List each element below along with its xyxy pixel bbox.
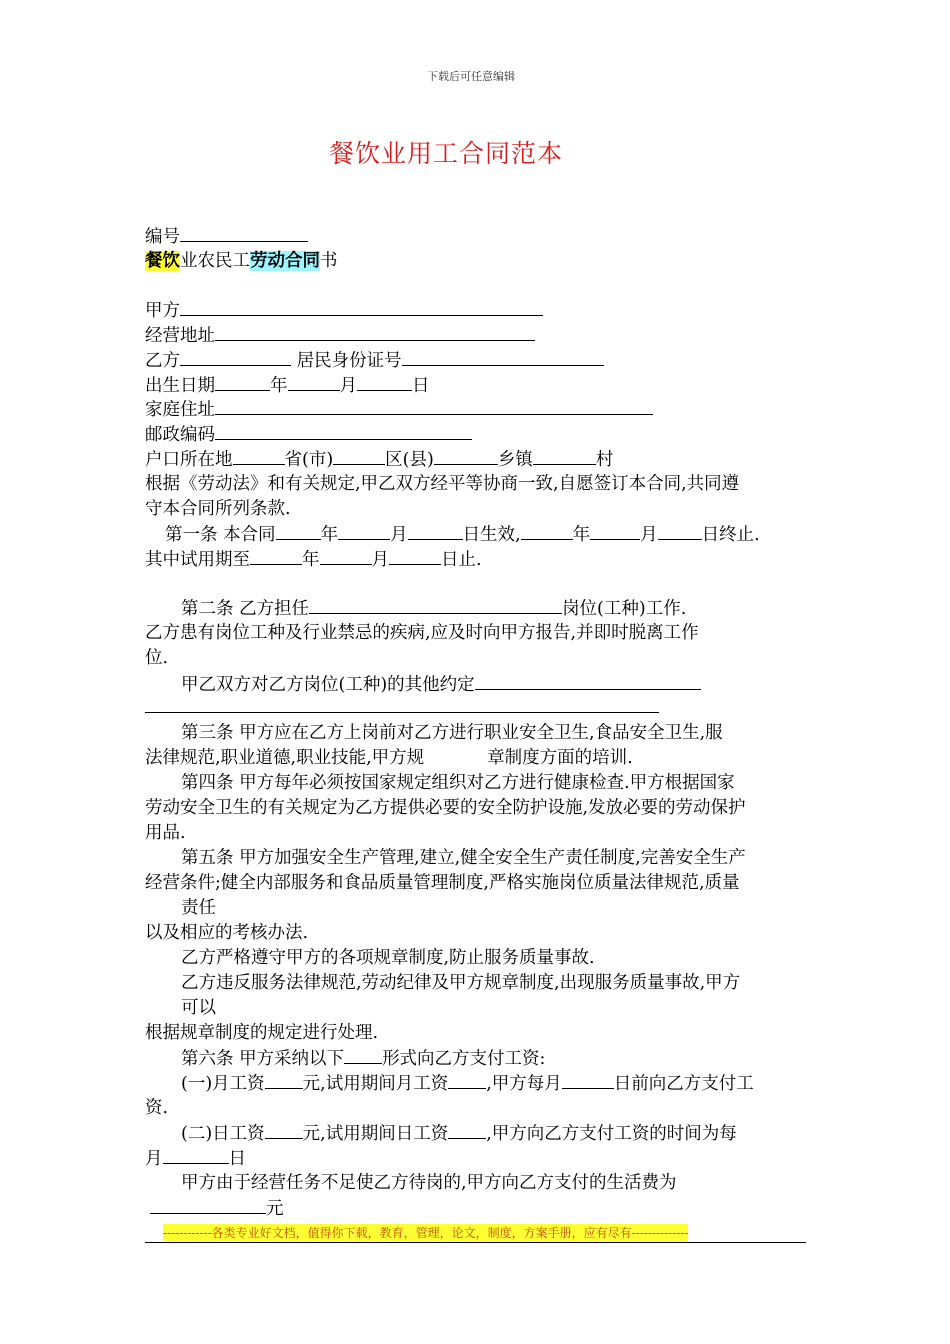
hukou-village: 村 [595, 450, 614, 470]
end-month-blank[interactable] [590, 522, 640, 540]
probation-month-blank[interactable] [320, 547, 372, 565]
article-4-line-1: 第四条 甲方每年必须按国家规定组织对乙方进行健康检查.甲方根据国家 [181, 773, 735, 793]
hukou-label: 户口所在地 [145, 450, 233, 470]
number-line [145, 224, 308, 249]
hukou-line [145, 447, 613, 472]
postcode-blank[interactable] [215, 422, 472, 440]
wage-form-blank[interactable] [344, 1046, 382, 1064]
party-a-label: 甲方 [145, 301, 180, 321]
article-5-line-6: 乙方违反服务法律规范,劳动纪律及甲方规章制度,出现服务质量事故,甲方 [181, 973, 741, 993]
probation-day-blank[interactable] [389, 547, 441, 565]
pay-month-label: 月 [145, 1149, 163, 1169]
id-blank[interactable] [402, 348, 604, 366]
end-year-label: 年 [572, 525, 591, 545]
subtitle-part-3: 劳动合同 [250, 251, 320, 271]
start-day-label: 日生效, [462, 525, 521, 545]
footer-divider [145, 1242, 806, 1243]
probation-label: 其中试用期至 [145, 550, 250, 570]
article-1-text: 第一条 本合同 [165, 525, 276, 545]
article-1-line-1 [165, 522, 760, 547]
party-b-line [145, 348, 604, 373]
living-allowance-line: 甲方由于经营任务不足使乙方待岗的,甲方向乙方支付的生活费为 [181, 1173, 677, 1193]
subtitle-part-4: 书 [320, 251, 338, 271]
address-line [145, 323, 535, 348]
intro-line-2: 守本合同所列条款. [145, 499, 291, 519]
article-6-text: 第六条 甲方采纳以下 [181, 1049, 345, 1069]
probation-year-blank[interactable] [250, 547, 302, 565]
article-2-line-3: 位. [145, 648, 169, 668]
party-a-blank[interactable] [180, 298, 543, 316]
birth-month-label: 月 [339, 376, 357, 396]
article-2-text: 第二条 乙方担任 [181, 599, 310, 619]
wage-form-label: 形式向乙方支付工资: [382, 1049, 546, 1069]
other-agreement-label: 甲乙双方对乙方岗位(工种)的其他约定 [181, 675, 475, 695]
probation-year-label: 年 [302, 550, 320, 570]
subtitle [145, 249, 338, 273]
position-blank[interactable] [309, 596, 562, 614]
start-month-blank[interactable] [338, 522, 390, 540]
party-b-blank[interactable] [180, 348, 291, 366]
home-blank[interactable] [215, 397, 653, 415]
start-month-label: 月 [390, 525, 408, 545]
monthly-pay-suffix: 日前向乙方支付工 [613, 1074, 754, 1094]
intro-line-1: 根据《劳动法》和有关规定,甲乙双方经平等协商一致,自愿签订本合同,共同遵 [145, 474, 740, 494]
id-label: 居民身份证号 [296, 351, 402, 371]
home-line [145, 397, 653, 422]
hukou-prov: 省(市) [284, 450, 334, 470]
document-title: 餐饮业用工合同范本 [329, 139, 564, 168]
address-label: 经营地址 [145, 326, 215, 346]
article-6-line-1 [181, 1046, 545, 1071]
position-label: 岗位(工种)工作. [562, 599, 687, 619]
article-3-line-1: 第三条 甲方应在乙方上岗前对乙方进行职业安全卫生,食品安全卫生,服 [181, 723, 723, 743]
article-4-line-2: 劳动安全卫生的有关规定为乙方提供必要的安全防护设施,发放必要的劳动保护 [145, 798, 746, 818]
probation-monthly-label: 元,试用期间月工资 [302, 1074, 449, 1094]
hukou-dist-blank[interactable] [333, 447, 385, 465]
daily-pay-label: ,甲方向乙方支付工资的时间为每 [486, 1124, 737, 1144]
subtitle-part-1: 餐饮 [145, 251, 180, 271]
subtitle-part-2: 业农民工 [180, 251, 250, 271]
article-2-line-4 [181, 672, 701, 697]
number-label: 编号 [145, 227, 180, 247]
article-2-line-1 [181, 596, 686, 621]
probation-day-label: 日止. [441, 550, 482, 570]
pay-day-label: 日 [228, 1149, 246, 1169]
party-a-line [145, 298, 543, 323]
probation-daily-label: 元,试用期间日工资 [302, 1124, 449, 1144]
article-2-line-2: 乙方患有岗位工种及行业禁忌的疾病,应及时向甲方报告,并即时脱离工作 [145, 623, 699, 643]
postcode-line [145, 422, 472, 447]
monthly-wage-line [181, 1071, 754, 1096]
living-allowance-blank[interactable] [150, 1196, 266, 1214]
article-1-line-2 [145, 547, 482, 572]
article-5-line-5: 乙方严格遵守甲方的各项规章制度,防止服务质量事故. [181, 948, 595, 968]
start-year-label: 年 [320, 525, 339, 545]
birth-day-blank[interactable] [357, 373, 412, 391]
article-5-line-1: 第五条 甲方加强安全生产管理,建立,健全安全生产责任制度,完善安全生产 [181, 848, 746, 868]
monthly-wage-label: (一)月工资 [181, 1074, 265, 1094]
article-5-line-8: 根据规章制度的规定进行处理. [145, 1023, 379, 1043]
end-day-blank[interactable] [658, 522, 702, 540]
daily-wage-label: (二)日工资 [181, 1124, 265, 1144]
probation-daily-blank[interactable] [448, 1121, 486, 1139]
birth-year-label: 年 [270, 376, 288, 396]
daily-wage-line-2 [145, 1146, 246, 1171]
footer-note: ------------各类专业好文档，值得你下载，教育，管理，论文，制度，方案手册，应有尽有-------------- [163, 1226, 689, 1240]
hukou-village-blank[interactable] [533, 447, 596, 465]
party-b-label: 乙方 [145, 351, 180, 371]
other-agreement-blank-2[interactable] [145, 712, 659, 713]
article-5-line-2: 经营条件;健全内部服务和食品质量管理制度,严格实施岗位质量法律规范,质量 [145, 873, 740, 893]
start-year-blank[interactable] [276, 522, 321, 540]
article-5-line-4: 以及相应的考核办法. [145, 923, 309, 943]
monthly-wage-line-2: 资. [145, 1098, 169, 1118]
hukou-dist: 区(县) [385, 450, 434, 470]
monthly-pay-day-blank[interactable] [562, 1071, 614, 1089]
hukou-town: 乡镇 [497, 450, 533, 470]
birth-day-label: 日 [412, 376, 430, 396]
header-note: 下载后可任意编辑 [427, 70, 515, 83]
article-3-text-b: 章制度方面的培训. [487, 748, 633, 768]
monthly-pay-label: ,甲方每月 [486, 1074, 562, 1094]
hukou-town-blank[interactable] [434, 447, 498, 465]
other-agreement-blank-1[interactable] [475, 672, 701, 690]
end-year-blank[interactable] [521, 522, 573, 540]
birth-line [145, 373, 430, 398]
probation-monthly-blank[interactable] [448, 1071, 486, 1089]
probation-month-label: 月 [371, 550, 389, 570]
living-allowance-unit: 元 [266, 1199, 284, 1219]
living-allowance-line-2 [150, 1196, 284, 1221]
daily-wage-line [181, 1121, 737, 1146]
article-3-line-2 [145, 746, 633, 770]
home-label: 家庭住址 [145, 400, 215, 420]
end-month-label: 月 [640, 525, 658, 545]
birth-month-blank[interactable] [288, 373, 340, 391]
end-day-label: 日终止. [701, 525, 760, 545]
monthly-wage-blank[interactable] [265, 1071, 303, 1089]
start-day-blank[interactable] [408, 522, 463, 540]
article-3-text-a: 法律规范,职业道德,职业技能,甲方规 [145, 748, 425, 768]
postcode-label: 邮政编码 [145, 425, 215, 445]
daily-wage-blank[interactable] [265, 1121, 303, 1139]
article-5-line-7: 可以 [181, 998, 216, 1018]
birth-label: 出生日期 [145, 376, 215, 396]
birth-year-blank[interactable] [215, 373, 270, 391]
article-5-line-3: 责任 [181, 898, 216, 918]
pay-day-blank[interactable] [163, 1146, 229, 1164]
hukou-prov-blank[interactable] [233, 447, 285, 465]
number-blank[interactable] [180, 224, 308, 242]
address-blank[interactable] [215, 323, 535, 341]
article-4-line-3: 用品. [145, 823, 186, 843]
